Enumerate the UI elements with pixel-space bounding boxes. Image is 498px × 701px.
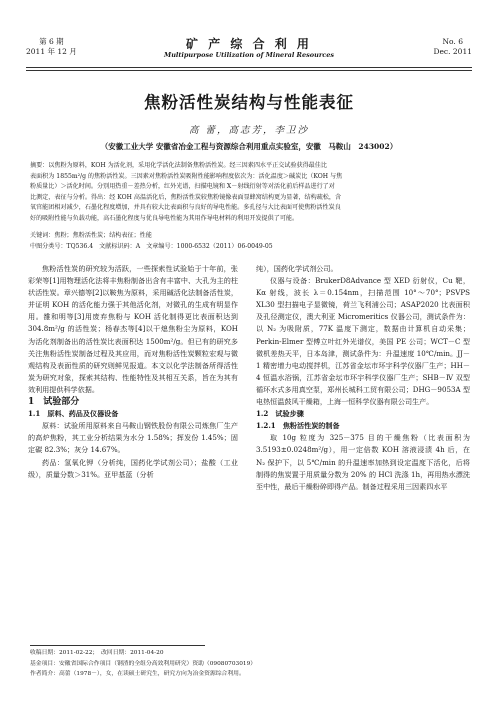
footnote-received: 收稿日期：2011-02-22； 改回日期：2011-04-20 [30,650,164,656]
header-right [433,37,472,57]
running-header [26,37,472,67]
abstract-line: 氧官能团相对减少，石墨化程度增加，并具有较大比表面积与良好的导电性能。多孔径与大比表面可使焦粉活性炭良 [30,204,341,212]
left-column [28,263,238,481]
footnote-fund: 基金项目：安徽省国际合作项目（钢渣的全组分高效利用研究）资助（09080703019） [30,660,257,667]
paragraph: 药品：氢氧化钾（分析纯，国药化学试剂公司）；盐酸（工业级），质量分数＞31%。亚甲基蓝（分析 [28,457,238,479]
abstract-line: 摘要：以焦粉为原料，KOH 为活化剂，采用化学活化法制备焦粉活性炭。经三因素四水平正交试验获得最佳比 [30,162,327,169]
subsection-heading: 1.1 原料、药品及仪器设备 [28,409,119,419]
right-column [256,263,470,493]
footnote [30,645,470,680]
section-heading: 1 试验部分 [28,397,80,408]
paragraph: 取 10g 粒度为 325－375 目的干燥焦粉（比表面积为 3.5193±0.0248m²/g），用一定倍数 KOH 溶液浸渍 4h 后，在 N₂ 保护下，以 5℃/min 的升温速率加热到设定温度下活化，后将制得的焦炭置于用质量分数为 20% 的 HCl 洗涤 1h，再用热水漂洗至中性，最后干燥粉碎即得产品。制备过程采用三因素四水平 [256,433,470,491]
paragraph: 纯），国药化学试剂公司。 [256,264,338,273]
footnote-author: 作者简介：高蕾（1978－），女，在读硕士研究生，研究方向为冶金资源综合利用。 [30,671,245,677]
abstract-line: 粉质量比）＞活化时间。分别用热重－差热分析，红外光谱，扫描电镜和 X－射线衍射等对活化前后样品进行了对 [30,183,335,191]
issue-number: 第 6 期 [39,37,64,46]
header-center [26,37,472,60]
abstract-line: 好的吸附性能与负载功能，高石墨化程度与优良导电性能为其用作导电材料的利用开发提供了可能。 [30,214,299,222]
issue-number-en: No. 6 [442,37,463,46]
abstract [30,161,470,225]
journal-title-cn: 矿 产 综 合 利 用 [186,37,312,51]
paragraph: 原料：试验所用原料来自马鞍山钢铁股份有限公司炼焦厂生产的高炉焦粉，其工业分析结果为水分 1.58%；挥发份 1.45%；固定碳 82.3%；灰分 14.67%。 [28,421,238,455]
article-authors: 高 蕾，高志芳，李卫沙 [188,125,310,136]
issue-date: 2011 年 12 月 [26,47,77,56]
abstract-line: 比测定，表征与分析。得出：经 KOH 高温活化后，焦粉活性炭较焦粉镜像表面显蜂窝结构更为显著，结构疏松，含 [30,193,342,201]
subsection-heading: 1.2 试验步骤 [256,409,304,419]
header-rule-bottom [26,70,472,71]
header-rule-top [26,67,472,68]
keywords: 关键词：焦粉；焦粉活性炭；结构表征；性能 [30,232,152,239]
paragraph: 仪器与设备：BrukerD8Advance 型 XED 衍射仪，Cu 靶，Kα 射线，波长 λ＝0.154nm，扫描范围 10°～70°；PSVPS XL30 型扫描电子显微镜，荷兰飞利浦公司；ASAP2020 比表面积及孔径测定仪，澳大利亚 Micromeritics 仪器公司，测试条件为：以 N₂ 为吸附质，77K 温度下测定，数据由计算机自动采集；Perkin-Elmer 型傅立叶红外光谱仪，美国 PE 公司；WCT－C 型微机差热天平，日本岛津，测试条件为：升温速度 10℃/min。JJ－1 精密增力电动搅拌机，江苏省金坛市环宇科学仪器厂生产；HH－4 恒温水浴锅，江苏省金坛市环宇科学仪器厂生产；SHB－Ⅳ 双型循环水式多用真空泵，郑州长城科工贸有限公司；DHG－9053A 型电热恒温鼓风干燥箱，上海一恒科学仪器有限公司生产。 [256,276,470,407]
subsection-heading: 1.2.1 焦粉活性炭的制备 [256,421,340,431]
article-affiliation: （安徽工业大学 安徽省冶金工程与资源综合利用重点实验室，安徽 马鞍山 243002） [100,142,398,151]
journal-title-en: Multipurpose Utilization of Mineral Resources [164,51,334,59]
article-title: 焦粉活性炭结构与性能表征 [144,93,354,112]
classification: 中图分类号：TQ536.4 文献标识码：A 文章编号：1000-6532（2011）06-0049-05 [30,243,273,250]
abstract-line: 表面积为 1855m²/g 的焦粉活性炭。三因素对焦粉活性炭吸附性能影响程度依次为：活化温度＞碱炭比（KOH 与焦 [30,172,343,180]
footnote-rule [30,645,205,646]
paragraph: 焦粉活性炭的研究较为活跃，一些探索性试验始于十年前，张彩荣等[1]用物理活化法将丰焦粉制备出含有丰富中、大孔为主的柱状活性炭。章兴德等[2]以鞍焦为原料，采用碱活化法制备活性炭，并证明 KOH 的活化能力强于其他活化剂，对微孔的生成有明显作用。雒和明等[3]用废弃焦粉与 KOH 活化制得更比表面积达到 304.8m²/g 的活性炭；杨春杰等[4]以干熄焦粉尘为原料，KOH 为活化剂制备出的活性炭比表面积达 1500m²/g。但已有的研究多关注焦粉活性炭制备过程及其应用，而对焦粉活性炭颗粒宏观与微观结构及表面性质的研究则鲜见报道。本文以化学法制备所得活性炭为研究对象，探索其结构、性能特性及其相互关系，旨在为其有效利用提供科学依据。 [28,264,238,394]
issue-date-en: Dec. 2011 [433,47,472,56]
